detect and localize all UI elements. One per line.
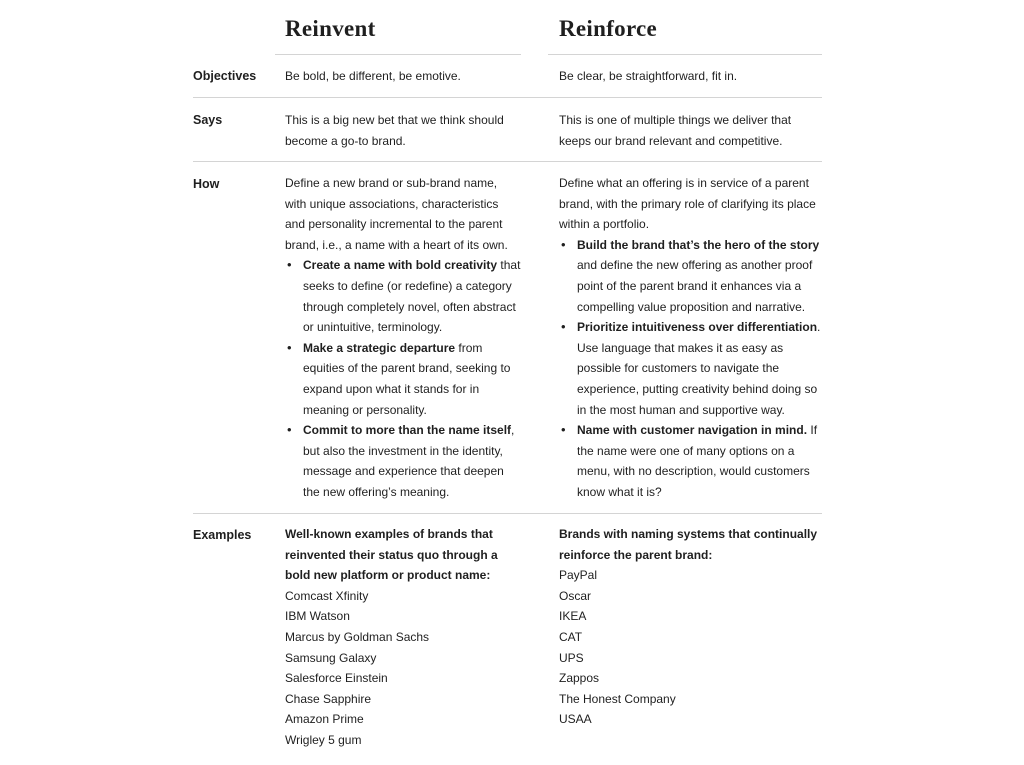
list-item <box>559 235 821 317</box>
list-item: Oscar <box>559 588 592 603</box>
list-item: Chase Sapphire <box>285 691 372 706</box>
list-item: Wrigley 5 gum <box>285 732 362 747</box>
bullet-lead: Commit to more than the name itself <box>303 423 512 438</box>
row-divider-3 <box>193 513 822 514</box>
examples-reinforce-lead: Brands with naming systems that continually reinforce the parent brand: <box>559 527 818 562</box>
how-reinforce-intro: Define what an offering is in service of a parent brand, with the primary role of clarifying its place within a portfolio. <box>559 176 816 232</box>
says-reinforce: This is one of multiple things we deliver that keeps our brand relevant and competitive. <box>559 113 792 148</box>
objectives-reinvent: Be bold, be different, be emotive. <box>285 69 461 83</box>
list-item: Marcus by Goldman Sachs <box>285 629 430 644</box>
list-item: Salesforce Einstein <box>285 671 388 686</box>
bullet-lead: Name with customer navigation in mind. <box>577 423 808 438</box>
row-divider-1 <box>193 97 822 98</box>
row-divider-2 <box>193 161 822 162</box>
list-item <box>559 317 821 420</box>
header-rule-reinvent <box>275 54 521 55</box>
how-reinforce <box>559 173 821 503</box>
list-item: USAA <box>559 712 592 727</box>
list-item: CAT <box>559 629 583 644</box>
list-item: IBM Watson <box>285 609 350 624</box>
examples-reinvent-lead: Well-known examples of brands that reinvented their status quo through a bold new platform or product name: <box>285 527 498 583</box>
bullet-text: , but also the investment in the identity, message and experience that deepen the new offering’s meaning. <box>303 423 515 499</box>
how-reinvent-list <box>285 255 521 502</box>
examples-reinvent <box>285 524 511 751</box>
list-item: PayPal <box>559 568 598 583</box>
bullet-lead: Build the brand that’s the hero of the story <box>577 237 820 252</box>
header-rule-reinforce <box>548 54 822 55</box>
bullet-text: If the name were one of many options on a menu, with no description, would customers know what it is? <box>577 423 818 499</box>
list-item: IKEA <box>559 609 587 624</box>
list-item <box>285 420 521 502</box>
bullet-text: and define the new offering as another proof point of the parent brand it enhances via a compelling value proposition and narrative. <box>577 258 813 314</box>
bullet-text: . Use language that makes it as easy as possible for customers to navigate the experience, putting creativity behind doing so in the most human and supportive way. <box>577 320 821 417</box>
list-item: Amazon Prime <box>285 712 364 727</box>
bullet-text: from equities of the parent brand, seeking to expand upon what it stands for in meaning or personality. <box>303 340 511 417</box>
list-item <box>285 255 521 337</box>
row-label-says: Says <box>193 113 223 127</box>
list-item <box>285 338 521 420</box>
list-item: Comcast Xfinity <box>285 588 369 603</box>
how-reinvent <box>285 173 521 503</box>
says-reinvent: This is a big new bet that we think should become a go-to brand. <box>285 113 504 148</box>
header-reinvent: Reinvent <box>285 16 376 41</box>
row-label-objectives: Objectives <box>193 69 257 83</box>
row-label-how: How <box>193 177 220 191</box>
list-item: Samsung Galaxy <box>285 650 377 665</box>
list-item: Zappos <box>559 671 600 686</box>
bullet-text: that seeks to define (or redefine) a category through completely novel, often abstract or unintuitive, terminology. <box>303 258 521 335</box>
bullet-lead: Make a strategic departure <box>303 340 456 355</box>
how-reinvent-intro: Define a new brand or sub-brand name, with unique associations, characteristics and personality incremental to the parent brand, i.e., a name with a heart of its own. <box>285 176 508 252</box>
how-reinforce-list <box>559 235 821 503</box>
row-label-examples: Examples <box>193 528 252 542</box>
bullet-lead: Prioritize intuitiveness over differentiation <box>577 320 818 335</box>
list-item: UPS <box>559 650 584 665</box>
examples-reinforce <box>559 524 821 730</box>
header-reinforce: Reinforce <box>559 16 658 41</box>
list-item <box>559 420 821 502</box>
bullet-lead: Create a name with bold creativity <box>303 258 498 273</box>
list-item: The Honest Company <box>559 691 676 706</box>
objectives-reinforce: Be clear, be straightforward, fit in. <box>559 69 738 83</box>
